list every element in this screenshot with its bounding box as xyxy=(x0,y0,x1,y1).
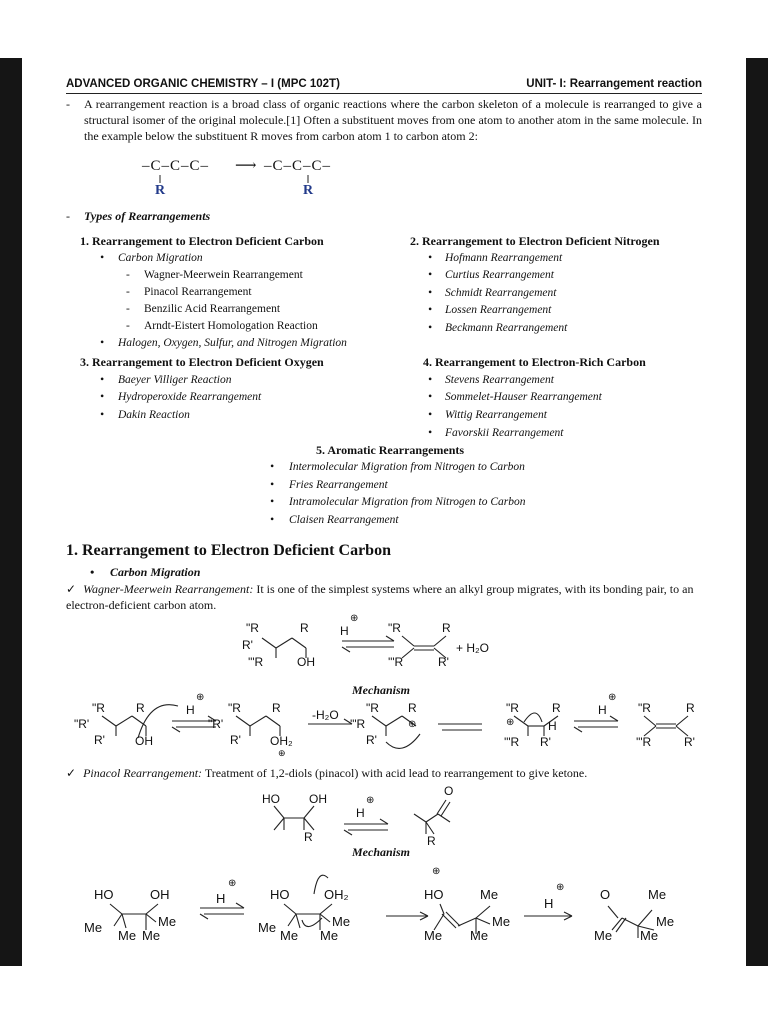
chem-label: Me xyxy=(656,914,675,929)
chem-label: Me xyxy=(84,920,103,935)
section1-heading: 1. Rearrangement to Electron Deficient Carbon xyxy=(66,542,391,559)
plus-charge-icon: ⊕ xyxy=(228,878,237,889)
section1-bullet: Carbon Migration xyxy=(110,565,201,579)
chem-label: H xyxy=(186,703,195,717)
list-dash: - xyxy=(126,286,130,298)
scheme-arrow: ⟶ xyxy=(235,158,257,174)
bullet-dot: • xyxy=(428,287,433,299)
chem-label: Me xyxy=(492,914,511,929)
plus-charge-icon: ⊕ xyxy=(608,692,617,703)
wm-name: Wagner-Meerwein Rearrangement: xyxy=(83,582,254,596)
pinacol-mechanism-scheme xyxy=(22,58,746,966)
plus-charge-icon: ⊕ xyxy=(278,748,286,758)
chem-label: '"R xyxy=(388,655,404,669)
chem-label: R' xyxy=(684,735,695,749)
bullet-dot: • xyxy=(428,427,433,439)
group2-item-4: Lossen Rearrangement xyxy=(445,304,552,316)
group5-item-1: Intermolecular Migration from Nitrogen to Carbon xyxy=(289,461,525,473)
chem-label: R' xyxy=(540,735,551,749)
group5-item-2: Fries Rearrangement xyxy=(289,479,388,491)
scheme-right-R: R xyxy=(303,183,314,198)
left-frame-bar xyxy=(0,58,22,966)
check-icon: ✓ xyxy=(66,582,77,596)
group3-title: 3. Rearrangement to Electron Deficient Oxygen xyxy=(80,355,324,369)
chem-label: R xyxy=(552,701,561,715)
header-unit-title: UNIT- I: Rearrangement reaction xyxy=(526,78,702,90)
chem-label: H xyxy=(598,703,607,717)
bullet-dot: • xyxy=(428,304,433,316)
pinacol-name: Pinacol Rearrangement: xyxy=(83,766,203,780)
list-dash: - xyxy=(126,320,130,332)
bullet-dot: • xyxy=(428,409,433,421)
chem-label: Me xyxy=(332,914,351,929)
group5-item-3: Intramolecular Migration from Nitrogen to Carbon xyxy=(289,496,526,508)
right-frame-bar xyxy=(746,58,768,966)
group2-item-5: Beckmann Rearrangement xyxy=(445,322,568,334)
types-dash: - xyxy=(66,209,70,223)
group4-item-2: Sommelet-Hauser Rearrangement xyxy=(445,391,602,403)
chem-label: Me xyxy=(118,928,137,943)
chem-label: R xyxy=(427,834,436,848)
plus-charge-icon: ⊕ xyxy=(556,882,565,893)
bullet-dot: • xyxy=(100,409,105,421)
group4-item-1: Stevens Rearrangement xyxy=(445,374,554,386)
chem-label: "R xyxy=(388,621,401,635)
plus-charge-icon: ⊕ xyxy=(366,795,375,806)
group2-item-1: Hofmann Rearrangement xyxy=(445,252,563,264)
chem-label: R xyxy=(408,701,417,715)
chem-label: '"R xyxy=(504,735,520,749)
chem-label: "R xyxy=(638,701,651,715)
bullet-dot: • xyxy=(100,374,105,386)
chem-label: "R' xyxy=(74,717,90,731)
chem-label: R xyxy=(686,701,695,715)
chem-label: Me xyxy=(640,928,659,943)
chem-label: Me xyxy=(258,920,277,935)
bullet-dot: • xyxy=(428,269,433,281)
chem-label: H xyxy=(340,624,349,638)
group2-title: 2. Rearrangement to Electron Deficient Nitrogen xyxy=(410,234,660,248)
chem-label: O xyxy=(444,784,454,798)
chem-label: '"R xyxy=(636,735,652,749)
group1-sub-4: Arndt-Eistert Homologation Reaction xyxy=(144,320,318,332)
group1-sub-1: Wagner-Meerwein Rearrangement xyxy=(144,269,303,281)
chem-label: H xyxy=(544,896,554,911)
list-dash: - xyxy=(126,303,130,315)
chem-label: Me xyxy=(280,928,299,943)
chem-label: R xyxy=(304,830,313,844)
scheme-right-chain: –C–C–C– xyxy=(264,158,332,174)
chem-label: "R xyxy=(246,621,259,635)
document-page xyxy=(22,58,746,966)
plus-charge-icon: ⊕ xyxy=(350,613,359,624)
chem-label: "R xyxy=(506,701,519,715)
chem-label: '"R xyxy=(248,655,264,669)
bullet-dot: • xyxy=(270,514,275,526)
chem-label: "R xyxy=(92,701,105,715)
chem-label: "R xyxy=(366,701,379,715)
chem-label: Me xyxy=(142,928,161,943)
chem-label: R xyxy=(272,701,281,715)
group1-bullet: Carbon Migration xyxy=(118,252,203,264)
chem-label: OH xyxy=(135,734,153,748)
chem-label: HO xyxy=(94,887,114,902)
intro-dash: - xyxy=(66,97,70,111)
chem-label: R' xyxy=(94,733,105,747)
intro-text: A rearrangement reaction is a broad class of organic reactions where the carbon skeleton of a molecule is rearranged to give a structural isomer of the original molecule.[1] Often a substituent moves from one atom to another atom in the same molecule. In the example below the substituent R moves from carbon atom 1 to carbon atom 2: xyxy=(84,97,702,143)
chem-label: OH xyxy=(309,792,327,806)
group5-title: 5. Aromatic Rearrangements xyxy=(316,443,465,457)
scheme-left-chain: –C–C–C– xyxy=(142,158,210,174)
group3-item-2: Hydroperoxide Rearrangement xyxy=(118,391,262,403)
group2-item-2: Curtius Rearrangement xyxy=(445,269,554,281)
chem-label: R' xyxy=(230,733,241,747)
bullet-dot: • xyxy=(428,391,433,403)
chem-label: + H₂O xyxy=(456,641,489,655)
bullet-dot: • xyxy=(90,565,95,579)
types-heading: Types of Rearrangements xyxy=(84,209,211,223)
chem-label: Me xyxy=(480,887,499,902)
chem-label: R xyxy=(442,621,451,635)
chem-label: R xyxy=(136,701,145,715)
pinacol-text: Treatment of 1,2-diols (pinacol) with acid lead to rearrangement to give ketone. xyxy=(202,766,588,780)
chem-label: OH₂ xyxy=(324,887,349,902)
chem-label: '"R xyxy=(350,717,366,731)
group5-item-4: Claisen Rearrangement xyxy=(289,514,399,526)
plus-charge-icon: ⊕ xyxy=(196,692,205,703)
group1-sub-2: Pinacol Rearrangement xyxy=(144,286,252,298)
chem-label: Me xyxy=(424,928,443,943)
chem-label: HO xyxy=(270,887,290,902)
chem-label: R' xyxy=(242,638,253,652)
plus-charge-icon: ⊕ xyxy=(432,866,441,877)
group1-title: 1. Rearrangement to Electron Deficient Carbon xyxy=(80,234,324,248)
chem-label: R' xyxy=(438,655,449,669)
chem-label: Me xyxy=(158,914,177,929)
header-course-title: ADVANCED ORGANIC CHEMISTRY – I (MPC 102T) xyxy=(66,78,340,90)
group4-item-4: Favorskii Rearrangement xyxy=(445,427,564,439)
group4-item-3: Wittig Rearrangement xyxy=(445,409,547,421)
chem-label: -H₂O xyxy=(312,708,339,722)
chem-label: Me xyxy=(648,887,667,902)
chem-label: H xyxy=(216,891,226,906)
chem-label: OH₂ xyxy=(270,734,293,748)
bullet-dot: • xyxy=(270,496,275,508)
bullet-dot: • xyxy=(270,479,275,491)
scheme-left-R: R xyxy=(155,183,166,198)
chem-label: Me xyxy=(320,928,339,943)
bullet-dot: • xyxy=(428,252,433,264)
chem-label: H xyxy=(356,806,365,820)
chem-label: "R xyxy=(228,701,241,715)
chem-label: H xyxy=(548,719,557,733)
bullet-dot: • xyxy=(100,391,105,403)
chem-label: "R' xyxy=(208,717,224,731)
bullet-dot: • xyxy=(428,374,433,386)
group1-sub-3: Benzilic Acid Rearrangement xyxy=(144,303,281,315)
pinacol-mechanism-label: Mechanism xyxy=(352,845,411,859)
list-dash: - xyxy=(126,269,130,281)
bullet-dot: • xyxy=(428,322,433,334)
group2-item-3: Schmidt Rearrangement xyxy=(445,287,557,299)
chem-label: HO xyxy=(424,887,444,902)
wm-mechanism-label: Mechanism xyxy=(352,683,411,697)
group1-bullet-dot: • xyxy=(100,252,105,264)
chem-label: Me xyxy=(594,928,613,943)
plus-charge-icon: ⊕ xyxy=(506,717,515,728)
group1-bullet2: Halogen, Oxygen, Sulfur, and Nitrogen Migration xyxy=(118,337,347,349)
group4-title: 4. Rearrangement to Electron-Rich Carbon xyxy=(423,355,646,369)
group3-item-1: Baeyer Villiger Reaction xyxy=(118,374,232,386)
chem-label: OH xyxy=(150,887,170,902)
chem-label: HO xyxy=(262,792,280,806)
group3-item-3: Dakin Reaction xyxy=(118,409,190,421)
plus-charge-icon: ⊕ xyxy=(408,719,417,730)
wm-text: It is one of the simplest systems where an alkyl group migrates, with its bonding pair, to an electron-deficient carbon atom. xyxy=(66,582,694,612)
check-icon: ✓ xyxy=(66,766,77,780)
chem-label: Me xyxy=(470,928,489,943)
chem-label: R' xyxy=(366,733,377,747)
chem-label: OH xyxy=(297,655,315,669)
group1-bullet2-dot: • xyxy=(100,337,105,349)
chem-label: R xyxy=(300,621,309,635)
chem-label: O xyxy=(600,887,611,902)
bullet-dot: • xyxy=(270,461,275,473)
